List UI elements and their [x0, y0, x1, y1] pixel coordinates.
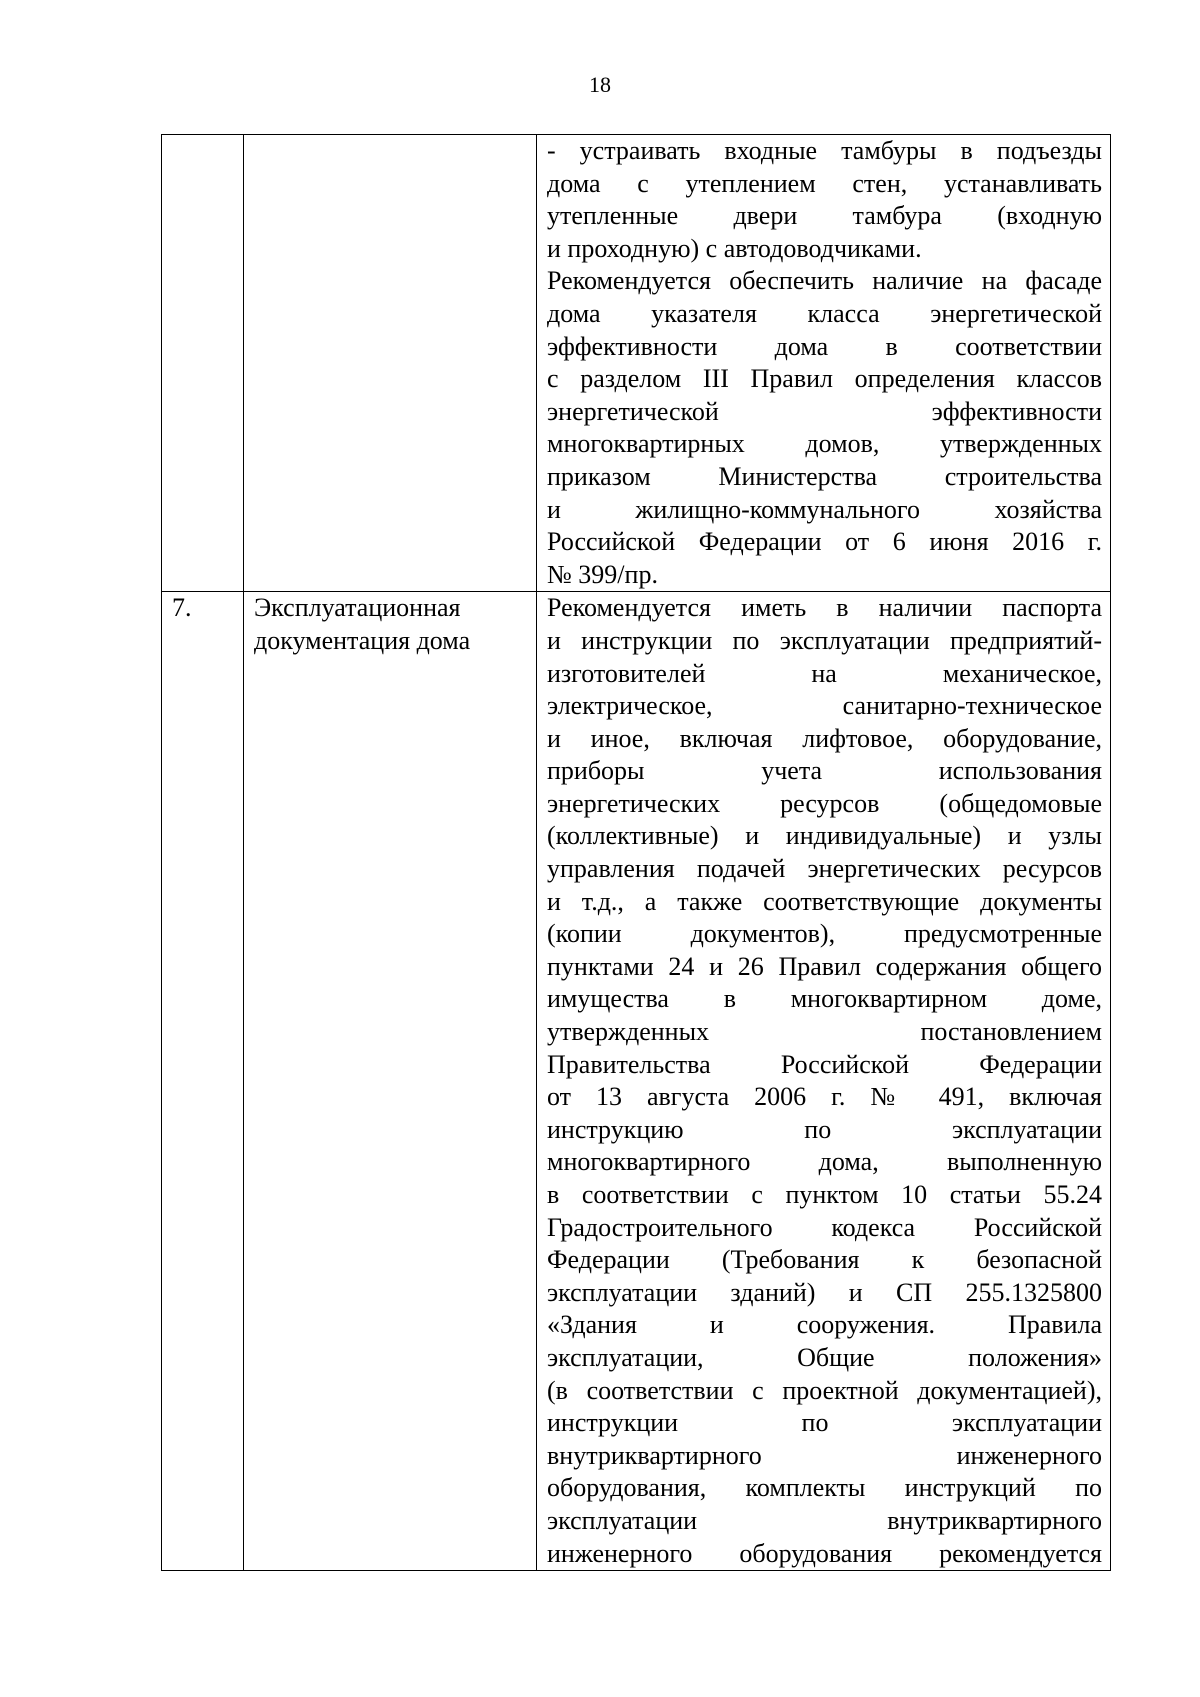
- row-text-cell: [537, 592, 1111, 1571]
- text-line: утвержденных постановлением: [547, 1017, 1102, 1047]
- text-line: и иное, включая лифтовое, оборудование,: [547, 723, 1102, 753]
- text-line: дома с утеплением стен, устанавливать: [547, 168, 1102, 198]
- text-line: внутриквартирного инженерного: [547, 1440, 1102, 1470]
- text-line: и жилищно-коммунального хозяйства: [547, 494, 1102, 524]
- text-line: изготовителей на механическое,: [547, 658, 1102, 688]
- name-line: документация дома: [254, 625, 471, 655]
- text-line: пунктами 24 и 26 Правил содержания общего: [547, 951, 1102, 981]
- text-line: в соответствии с пунктом 10 статьи 55.24: [547, 1180, 1102, 1209]
- name-line: Эксплуатационная: [254, 593, 461, 623]
- text-line: (коллективные) и индивидуальные) и узлы: [547, 821, 1102, 851]
- text-line: с разделом III Правил определения классов: [547, 364, 1102, 394]
- text-line: утепленные двери тамбура (входную: [547, 201, 1102, 231]
- text-line: инструкцию по эксплуатации: [547, 1114, 1102, 1144]
- text-line: Российской Федерации от 6 июня 2016 г.: [547, 527, 1102, 557]
- text-line: «Здания и сооружения. Правила: [547, 1310, 1102, 1340]
- table-row: [162, 592, 1111, 1571]
- text-line: эксплуатации зданий) и СП 255.1325800: [547, 1277, 1102, 1307]
- text-line: Федерации (Требования к безопасной: [547, 1245, 1102, 1275]
- text-line: № 399/пр.: [547, 559, 658, 589]
- paragraph: [547, 135, 1102, 265]
- row-text-cell: [537, 135, 1111, 592]
- row-number-cell: 7.: [162, 592, 244, 1571]
- text-line: эксплуатации, Общие положения»: [547, 1342, 1102, 1372]
- row-name-cell: [244, 135, 537, 592]
- text-line: (в соответствии с проектной документацией),: [547, 1375, 1102, 1405]
- row-name-cell: [244, 592, 537, 1571]
- table-row: [162, 135, 1111, 592]
- paragraph: [547, 265, 1102, 591]
- text-line: оборудования, комплекты инструкций по: [547, 1473, 1102, 1503]
- text-line: эксплуатации внутриквартирного: [547, 1505, 1102, 1535]
- text-line: энергетической эффективности: [547, 396, 1102, 426]
- text-line: энергетических ресурсов (общедомовые: [547, 788, 1102, 818]
- text-line: Рекомендуется обеспечить наличие на фасаде: [547, 266, 1102, 296]
- text-line: от 13 августа 2006 г. № 491, включая: [547, 1082, 1102, 1112]
- text-line: - устраивать входные тамбуры в подъезды: [547, 136, 1102, 165]
- text-line: приказом Министерства строительства: [547, 461, 1102, 491]
- text-line: эффективности дома в соответствии: [547, 331, 1102, 361]
- text-line: дома указателя класса энергетической: [547, 298, 1102, 328]
- text-line: и проходную) с автодоводчиками.: [547, 233, 922, 263]
- text-line: многоквартирного дома, выполненную: [547, 1147, 1102, 1177]
- page-number: 18: [589, 72, 611, 97]
- text-line: инструкции по эксплуатации: [547, 1408, 1102, 1438]
- text-line: приборы учета использования: [547, 756, 1102, 786]
- row-number-cell: [162, 135, 244, 592]
- text-line: инженерного оборудования рекомендуется: [547, 1538, 1102, 1568]
- text-line: и инструкции по эксплуатации предприятий-: [547, 625, 1102, 655]
- text-line: Правительства Российской Федерации: [547, 1049, 1102, 1079]
- text-line: Градостроительного кодекса Российской: [547, 1212, 1102, 1242]
- text-line: электрическое, санитарно-техническое: [547, 691, 1102, 721]
- text-line: многоквартирных домов, утвержденных: [547, 429, 1102, 459]
- text-line: имущества в многоквартирном доме,: [547, 984, 1102, 1014]
- requirements-table: [161, 134, 1111, 1571]
- text-line: (копии документов), предусмотренные: [547, 919, 1102, 949]
- text-line: управления подачей энергетических ресурсов: [547, 854, 1102, 884]
- paragraph: [547, 592, 1102, 1570]
- text-line: Рекомендуется иметь в наличии паспорта: [547, 593, 1102, 623]
- text-line: и т.д., а также соответствующие документы: [547, 886, 1102, 916]
